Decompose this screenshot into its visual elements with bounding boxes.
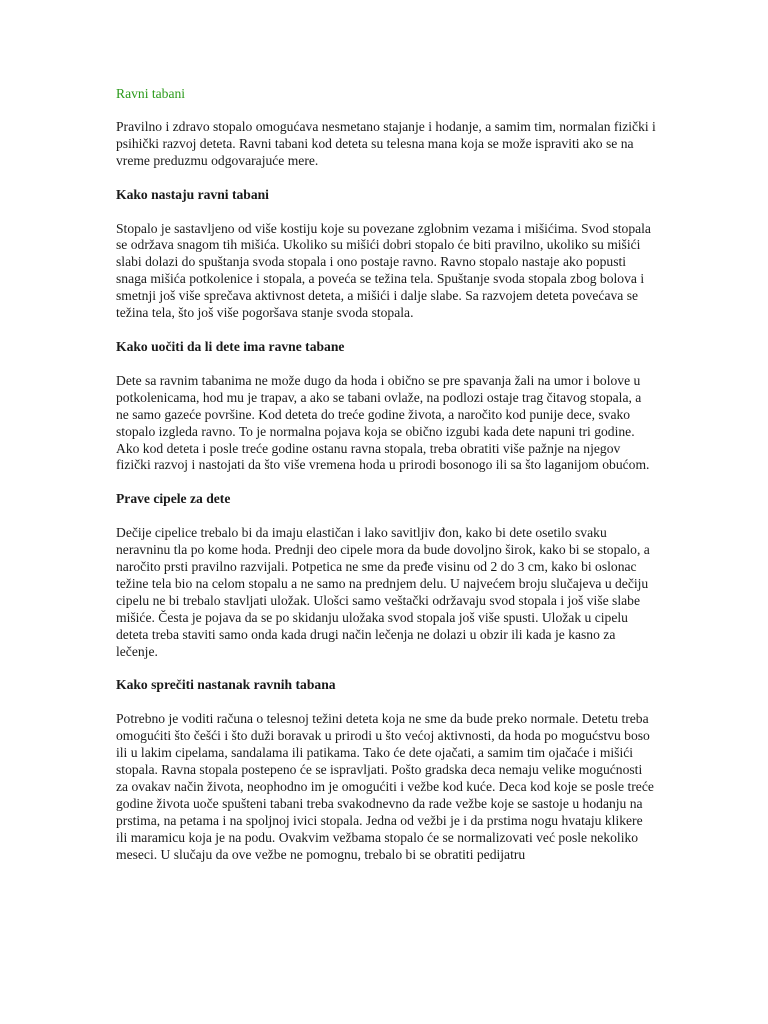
section-heading-2: Kako uočiti da li dete ima ravne tabane [116,338,345,354]
section-paragraph-1: Stopalo je sastavljeno od više kostiju koje su povezane zglobnim vezama i mišićima. Svod stopala se održava snagom tih mišića. Ukoliko su mišići dobri stopalo će biti pravilno, ukoliko su mišići slabi dolazi do spuštanja svoda stopala i ono postaje ravno. Ravno stopalo nastaje ako popusti snaga mišića potkolenice i stopala, a poveća se težina tela. Spuštanje svoda stopala zbog bolova i smetnji još više sprečava aktivnost deteta, a mišići i dalje slabe. Sa razvojem deteta povećava se težina tela, što još više pogoršava stanje svoda stopala. [116,220,651,321]
section-paragraph-2: Dete sa ravnim tabanima ne može dugo da hoda i obično se pre spavanja žali na umor i bolove u potkolenicama, hod mu je trapav, a ako se tabani ovlaže, na podlozi ostaje trag čitavog stopala, a ne samo gazeće površine. Kod deteta do treće godine života, a naročito kod punije dece, svako stopalo izgleda ravno. To je normalna pojava koja se obično izgubi kada dete napuni tri godine. Ako kod deteta i posle treće godine ostanu ravna stopala, treba obratiti više pažnje na njegov fizički razvoj i nastojati da što više vremena hoda u prirodi bosonogo ili sa što laganijom obućom. [116,372,650,473]
section-paragraph-4: Potrebno je voditi računa o telesnoj težini deteta koja ne sme da bude preko normale. Detetu treba omogućiti što češći i što duži boravak u prirodi u što većoj aktivnosti, da hoda po mogućstvu boso ili u lakim cipelama, sandalama ili patikama. Tako će dete ojačati, a samim tim ojačaće i mišići stopala. Ravna stopala postepeno će se ispravljati. Pošto gradska deca nemaju velike mogućnosti za ovakav način života, neophodno im je omogućiti i vežbe kod kuće. Deca kod koje se posle treće godine života uoče spušteni tabani treba svakodnevno da rade vežbe koje se sastoje u hodanju na prstima, na petama i na spoljnoj ivici stopala. Jedna od vežbi je i da prstima nogu hvataju klikere ili maramicu koja je na podu. Ovakvim vežbama stopalo će se normalizovati već posle nekoliko meseci. U slučaju da ove vežbe ne pomognu, trebalo bi se obratiti pedijatru [116,711,654,862]
section-heading-4: Kako sprečiti nastanak ravnih tabana [116,677,336,693]
section-heading-3: Prave cipele za dete [116,491,231,507]
document-page [116,86,656,881]
intro-paragraph: Pravilno i zdravo stopalo omogućava nesmetano stajanje i hodanje, a samim tim, normalan fizički i psihički razvoj deteta. Ravni tabani kod deteta su telesna mana koja se može ispraviti ako se na vreme preduzmu odgovarajuće mere. [116,118,656,168]
section-heading-1: Kako nastaju ravni tabani [116,186,269,202]
section-paragraph-3: Dečije cipelice trebalo bi da imaju elastičan i lako savitljiv đon, kako bi dete osetilo svaku neravninu tla po kome hoda. Prednji deo cipele mora da bude dovoljno širok, kako bi se stopalo, a naročito prsti pravilno razvijali. Potpetica ne sme da pređe visinu od 2 do 3 cm, kako bi oslonac težine tela bio na celom stopalu a ne samo na prednjem delu. U najvećem broju slučajeva u dečiju cipelu ne bi trebalo stavljati uložak. Ulošci samo veštački održavaju svod stopala i još više slabe mišiće. Česta je pojava da se po skidanju uložaka svod stopala još više spusti. Uložak u cipelu deteta treba staviti samo onda kada drugi način lečenja ne dolazi u obzir ili kada je kasno za lečenje. [116,525,650,659]
document-title: Ravni tabani [116,86,186,101]
